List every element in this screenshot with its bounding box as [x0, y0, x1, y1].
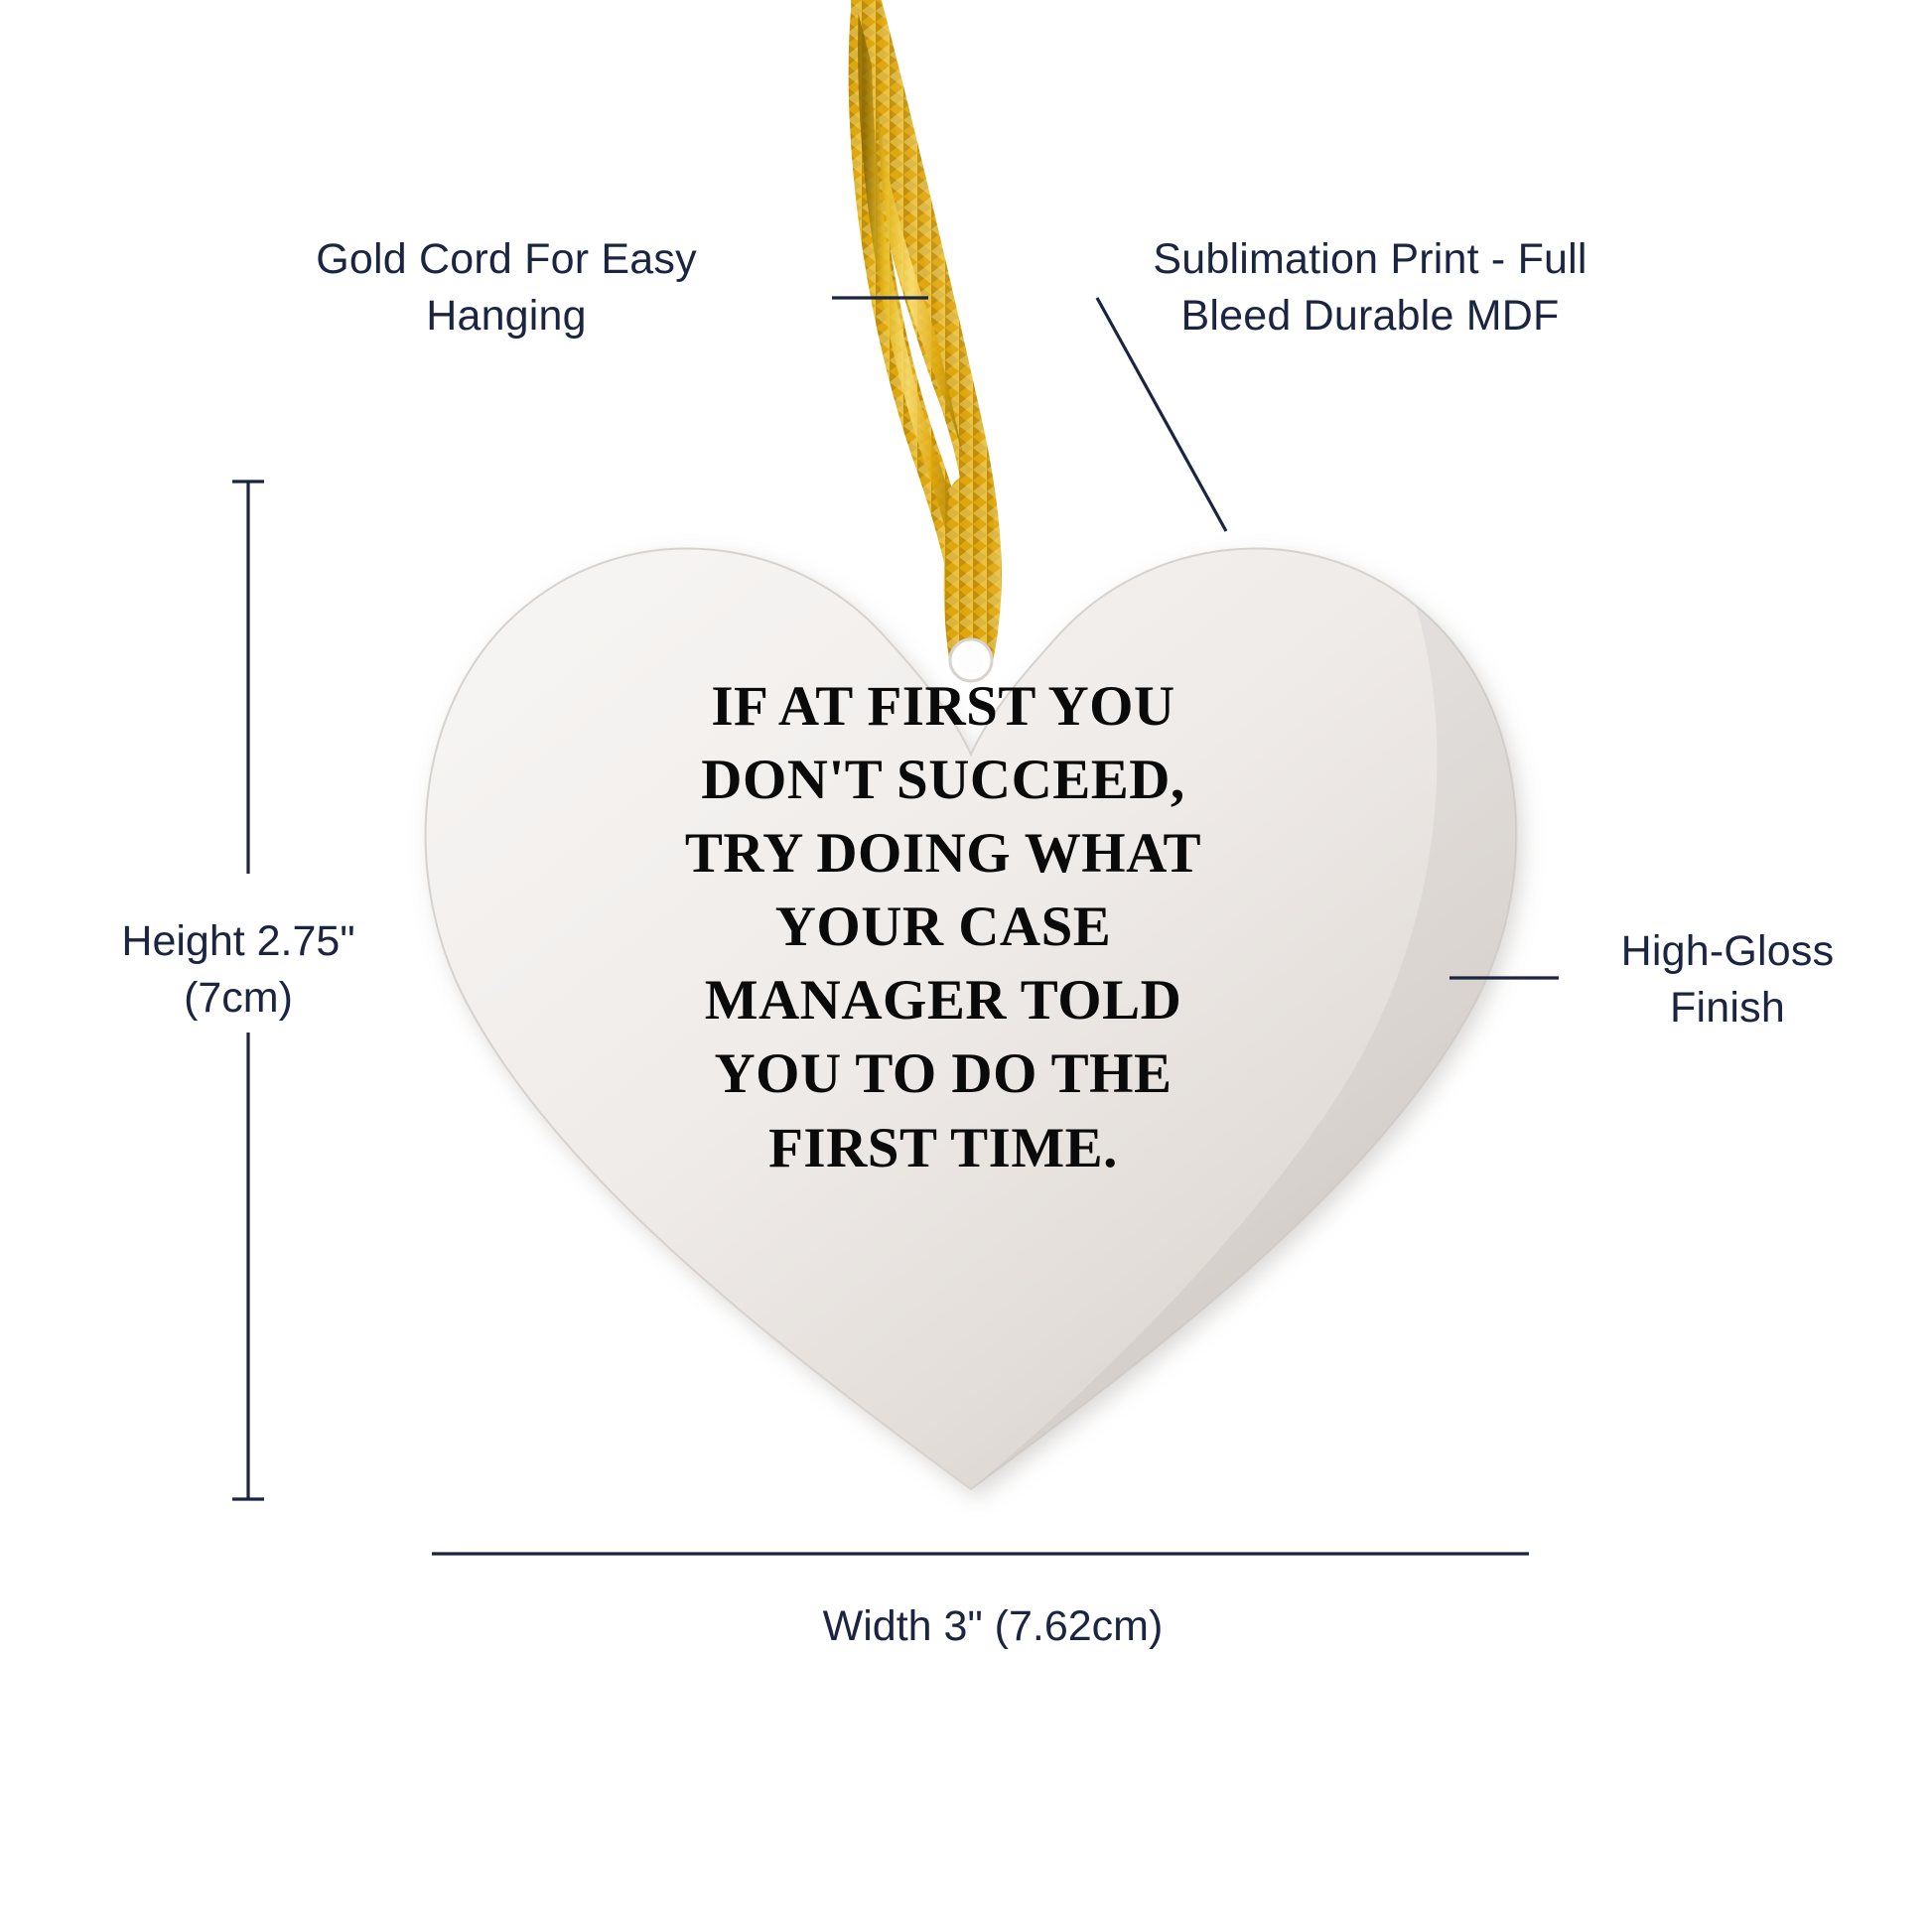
dimension-label-width: Width 3" (7.62cm): [822, 1602, 1164, 1650]
dimension-label-height: Height 2.75" (7cm): [121, 917, 355, 1022]
callout-gold-cord: Gold Cord For Easy Hanging: [316, 235, 697, 340]
gold-cord-graphic: [863, 0, 989, 657]
callout-sublimation-print: Sublimation Print - Full Bleed Durable MDF: [1153, 235, 1587, 340]
ornament-quote: IF AT FIRST YOU DON'T SUCCEED, TRY DOING WHAT YOUR CASE MANAGER TOLD YOU TO DO THE FIRST TIME.: [684, 675, 1202, 1179]
callout-high-gloss-finish: High-Gloss Finish: [1620, 927, 1835, 1032]
